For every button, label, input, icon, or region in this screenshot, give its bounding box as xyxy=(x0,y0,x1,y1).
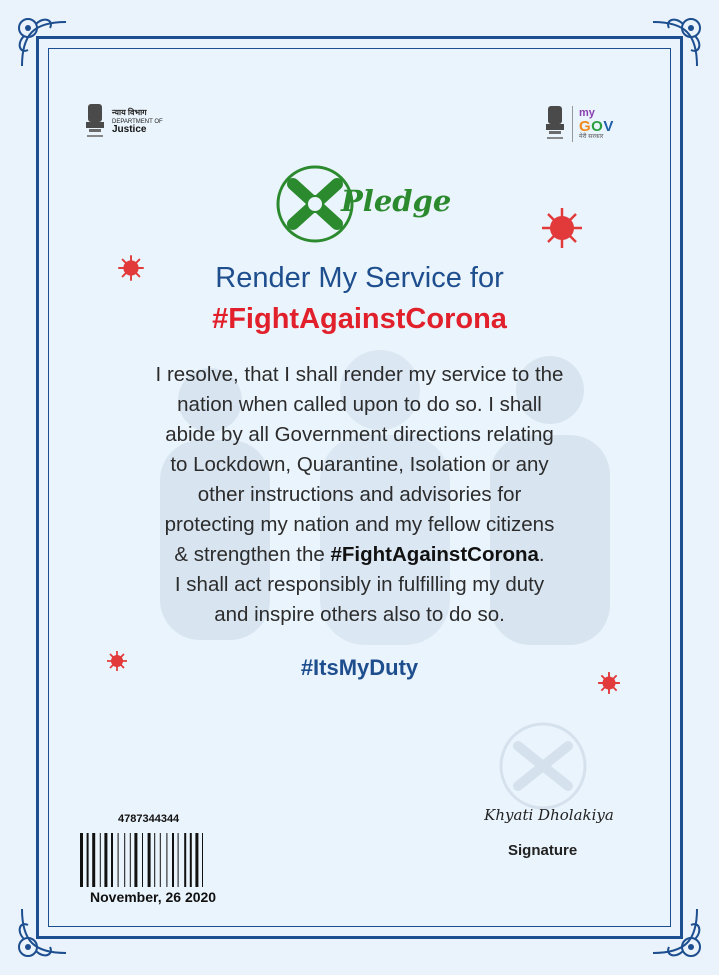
pledge-line: abide by all Government directions relating xyxy=(165,423,554,446)
pledge-line: protecting my nation and my fellow citizens xyxy=(164,513,555,536)
signature-label: Signature xyxy=(508,842,578,859)
doj-justice-text: Justice xyxy=(112,124,147,135)
faded-pledge-emblem xyxy=(488,716,598,816)
signature-name: Khyati Dholakiya xyxy=(484,806,614,824)
logo-divider xyxy=(572,106,573,142)
barcode-bar xyxy=(195,833,198,887)
barcode-bar xyxy=(80,833,83,887)
pledge-line: nation when called upon to do so. I shall xyxy=(177,393,542,416)
body-hashtag: #FightAgainstCorona xyxy=(330,543,539,566)
mygov-sub-text: मेरी सरकार xyxy=(579,134,604,140)
national-emblem-icon xyxy=(544,104,566,144)
mygov-logo xyxy=(544,104,614,144)
barcode-bar xyxy=(154,833,155,887)
department-of-justice-logo xyxy=(84,102,163,142)
barcode-bar xyxy=(87,833,89,887)
barcode-bar xyxy=(160,833,161,887)
duty-hashtag: #ItsMyDuty xyxy=(300,655,419,680)
barcode-bar xyxy=(172,833,174,887)
barcode-number: 4787344344 xyxy=(118,813,180,825)
barcode-bar xyxy=(184,833,186,887)
barcode-bar xyxy=(190,833,192,887)
barcode-bar xyxy=(142,833,143,887)
pledge-line: I resolve, that I shall render my service to the xyxy=(155,363,564,386)
barcode-bar xyxy=(111,833,113,887)
certificate-date: November, 26 2020 xyxy=(90,889,217,905)
pledge-line: and inspire others also to do so. xyxy=(214,603,505,626)
national-emblem-icon xyxy=(84,102,106,142)
barcode-bar xyxy=(178,833,179,887)
mygov-gov-text: GOV xyxy=(579,118,614,135)
pledge-line: to Lockdown, Quarantine, Isolation or any xyxy=(170,453,549,476)
doj-department-text: DEPARTMENT OF xyxy=(112,119,163,125)
certificate-title: Render My Service for xyxy=(215,262,504,294)
barcode-bar xyxy=(166,833,167,887)
hashtag-title: #FightAgainstCorona xyxy=(212,303,507,335)
barcode-icon xyxy=(78,833,260,887)
barcode-bar xyxy=(130,833,131,887)
barcode-bar xyxy=(100,833,101,887)
barcode-bar xyxy=(92,833,95,887)
doj-hindi-text: न्याय विभाग xyxy=(112,108,147,117)
barcode-bar xyxy=(134,833,137,887)
barcode-bar xyxy=(118,833,119,887)
pledge-word: Pledge xyxy=(341,184,452,218)
pledge-body xyxy=(120,360,599,630)
barcode-bar xyxy=(202,833,203,887)
pledge-line-text: & strengthen the xyxy=(174,543,331,566)
barcode-bar xyxy=(124,833,125,887)
barcode-bar xyxy=(148,833,151,887)
body-hashtag-suffix: . xyxy=(538,543,545,566)
pledge-line: I shall act responsibly in fulfilling my duty xyxy=(174,573,545,596)
mygov-my-text: my xyxy=(579,107,595,119)
virus-icon xyxy=(540,206,584,250)
barcode-bar xyxy=(104,833,107,887)
pledge-line xyxy=(120,540,599,570)
pledge-line: other instructions and advisories for xyxy=(197,483,522,506)
